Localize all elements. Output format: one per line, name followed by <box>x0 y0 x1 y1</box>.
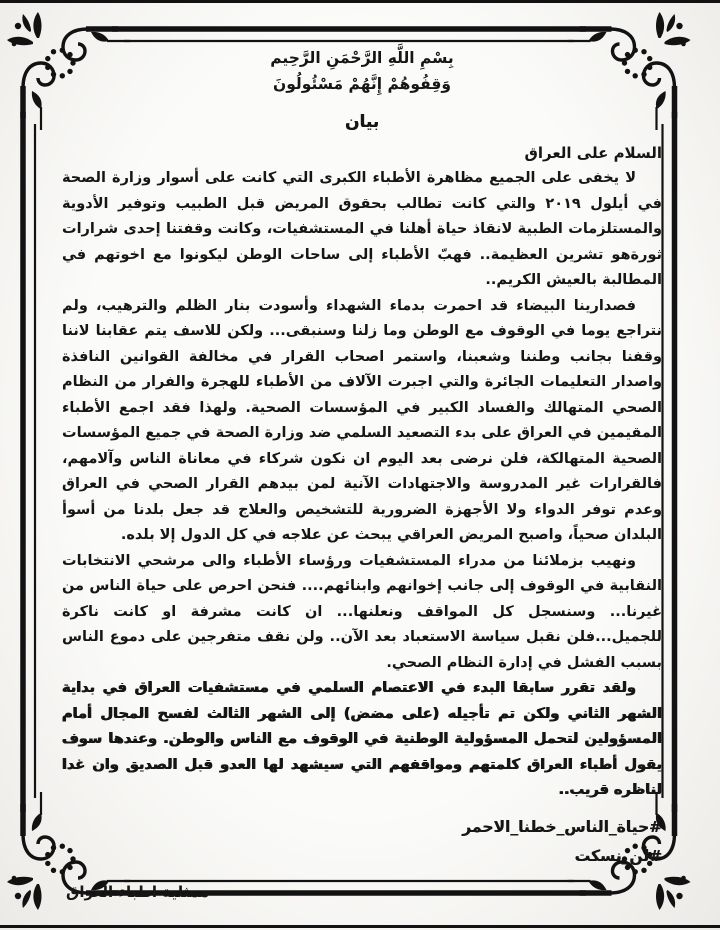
statement-title: بيان <box>344 112 380 132</box>
bold-paragraph: ولقد تقرر سابقا البدء في الاعتصام السلمي في مستشفيات العراق في بداية الشهر الثاني ولكن تم تأجيله (على مضض) إلى الشهر الثالث لفسح المجال أمام المسؤولين لتحمل المسؤولية الوطنية في الوقوف مع الناس والوطن. وعندها سوف يقول أطباء العراق كلمتهم ومواقفهم التي سيشهد لها العدو قبل الصديق وان غدا لناظره قريب.. <box>62 680 662 798</box>
paragraph-3: ونهيب بزملائنا من مدراء المستشفيات ورؤساء الأطباء والى مرشحي الانتخابات النقابية في الوقوف إلى جانب إخوانهم وابنائهم.... فنحن احرص على حياة الناس من غيرنا... وسنسجل كل المواقف ونعلنها... ان كانت مشرفة او كانت ناكرة للجميل...فلن نقبل سياسة الاستعباد بعد الآن.. ولن نقف متفرجين على دموع الناس بسبب الفشل في إدارة النظام الصحي. <box>62 552 662 671</box>
paragraph-2: فصدارينا البيضاء قد احمرت بدماء الشهداء وأسودت بنار الظلم والترهيب، ولم نتراجع يوما في الوقوف مع الوطن وما زلنا وسنبقى... ولكن للاسف يتم عقابنا لاننا وقفنا بجانب وطننا وشعبنا، واستمر اصحاب القرار في مخالفة القوانين النافذة واصدار التعليمات الجائرة والتي اجبرت الآلاف من الأطباء للهجرة والفرار من النظام الصحي المتهالك والفساد الكبير في المؤسسات الصحية. ولهذا فقد اجمع الأطباء المقيمين في العراق على بدء التصعيد السلمي ضد وزارة الصحة في جميع المؤسسات الصحية المتهالكة، فلن نرضى بعد اليوم ان نكون شركاء في معاناة الناس وآلامهم، فالقرارات غير المدروسة والاجتهادات الآنية لمن بيدهم القرار الصحي في العراق وعدم توفر الدواء ولا الأجهزة الضرورية للتشخيص والعلاج قد جعل بلدنا من أسوأ البلدان صحياً، واصبح المريض العراقي يبحث عن علاجه في كل الدول إلا بلده. <box>62 297 662 543</box>
hashtag-wont-be-silent: #لن_نسكت <box>574 846 662 865</box>
paragraph-1: لا يخفى على الجميع مظاهرة الأطباء الكبرى التي كانت على أسوار وزارة الصحة في أيلول ٢٠١٩ والتي كانت تطالب بحقوق المريض قبل الطبيب وتوفير الأدوية والمستلزمات الطبية لانقاذ حياة أهلنا في المستشفيات، وكانت وقفتنا إحدى شرارات ثورةهو تشرين العظيمة.. فهبّ الأطباء إلى ساحات الوطن ليكونوا مع اخوتهم في المطالبة بالعيش الكريم.. <box>62 170 662 288</box>
basmala-line-1: بِسْمِ اللَّهِ الرَّحْمَنِ الرَّحِيم <box>270 49 454 67</box>
hashtag-red-line: #حياة_الناس_خطنا_الاحمر <box>462 817 662 836</box>
basmala-line-2: وَقِفُوهُمْ إِنَّهُمْ مَسْئُولُونَ <box>272 75 452 93</box>
signature: ممثلية اطباء العراق <box>66 882 210 901</box>
statement-body <box>62 45 662 901</box>
hashtags <box>62 813 662 871</box>
basmala <box>62 45 662 97</box>
greeting-line: السلام على العراق <box>524 144 662 162</box>
